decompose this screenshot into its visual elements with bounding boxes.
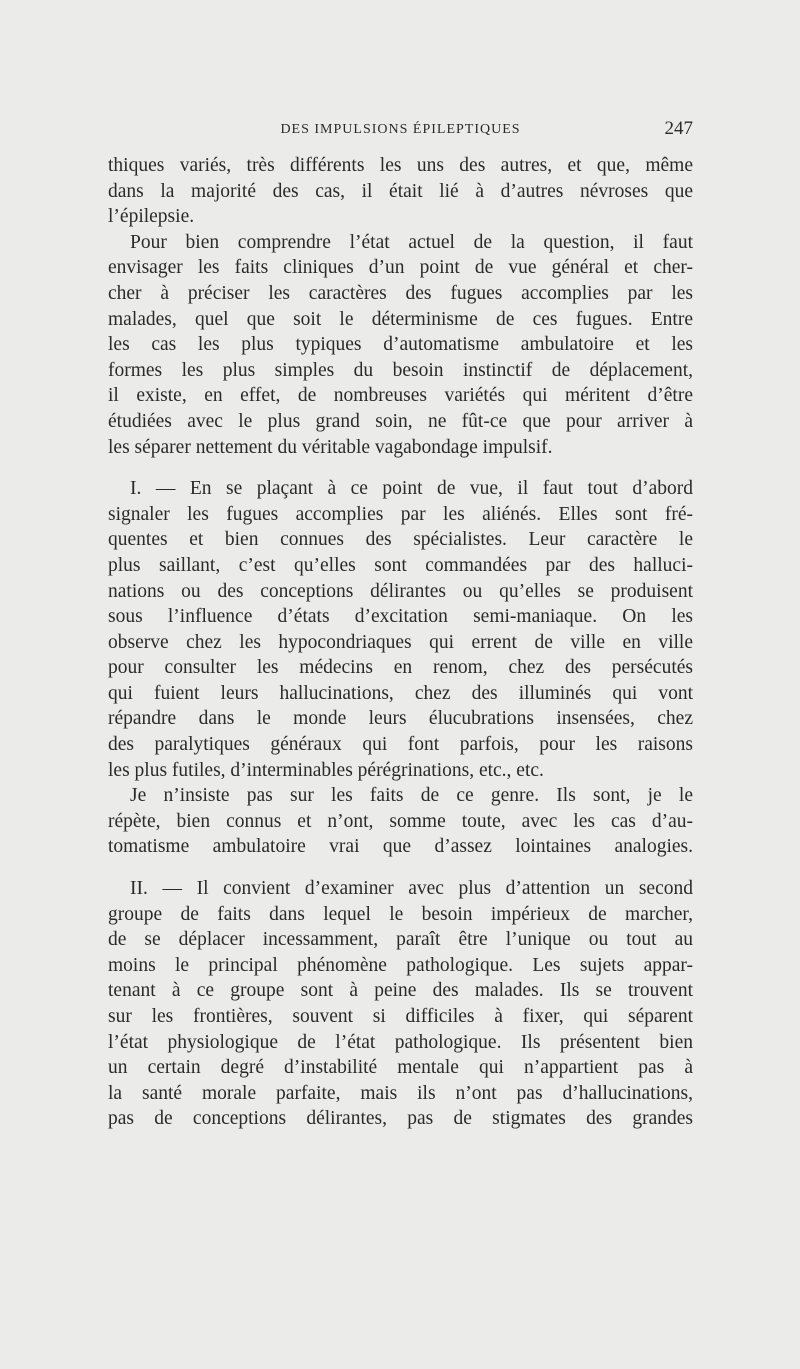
text-line: l’état physiologique de l’état pathologique. Ils présentent bien (108, 1031, 693, 1053)
text-line: quentes et bien connues des spécialistes. Leur caractère le (108, 529, 693, 551)
text-line: les cas les plus typiques d’automatisme ambulatoire et les (108, 334, 693, 356)
text-line: Je n’insiste pas sur les faits de ce genre. Ils sont, je le (130, 785, 693, 807)
text-line: répète, bien connus et n’ont, somme toute, avec les cas d’au- (108, 810, 693, 832)
text-line: les plus futiles, d’interminables pérégrinations, etc., etc. (108, 759, 544, 781)
text-section (108, 153, 693, 460)
text-section (108, 476, 693, 860)
text-line: pas de conceptions délirantes, pas de stigmates des grandes (108, 1108, 693, 1130)
text-line: thiques variés, très différents les uns des autres, et que, même (108, 155, 693, 176)
text-line: signaler les fugues accomplies par les aliénés. Elles sont fré- (108, 503, 693, 525)
text-line: plus saillant, c’est qu’elles sont commandées par des halluci- (108, 554, 693, 576)
text-line: observe chez les hypocondriaques qui errent de ville en ville (108, 631, 693, 653)
text-line: nations ou des conceptions délirantes ou qu’elles se produisent (108, 580, 693, 602)
page-number: 247 (664, 118, 693, 139)
text-line: sur les frontières, souvent si difficiles à fixer, qui séparent (108, 1006, 693, 1027)
text-line: l’épilepsie. (108, 206, 195, 228)
text-line: qui fuient leurs hallucinations, chez des illuminés qui vont (108, 682, 693, 704)
text-line: cher à préciser les caractères des fugues accomplies par les (108, 282, 693, 304)
text-line: sous l’influence d’états d’excitation semi-maniaque. On les (108, 606, 693, 628)
text-line: tomatisme ambulatoire vrai que d’assez lointaines analogies. (108, 836, 693, 858)
text-line: répandre dans le monde leurs élucubrations insensées, chez (108, 708, 693, 730)
text-line: formes les plus simples du besoin instinctif de déplacement, (108, 359, 693, 381)
text-line: moins le principal phénomène pathologique. Les sujets appar- (108, 954, 693, 976)
text-line: la santé morale parfaite, mais ils n’ont pas d’hallucinations, (108, 1082, 693, 1104)
running-title: DES IMPULSIONS ÉPILEPTIQUES (280, 122, 521, 137)
page-body (108, 153, 693, 1148)
text-line: II. — Il convient d’examiner avec plus d’attention un second (130, 878, 693, 900)
text-line: groupe de faits dans lequel le besoin impérieux de marcher, (108, 903, 693, 925)
text-line: de se déplacer incessamment, paraît être l’unique ou tout au (108, 929, 693, 951)
text-line: pour consulter les médecins en renom, chez des persécutés (108, 657, 693, 679)
text-line: malades, quel que soit le déterminisme de ces fugues. Entre (108, 308, 693, 330)
text-line: étudiées avec le plus grand soin, ne fût-ce que pour arriver à (108, 410, 693, 432)
text-line: tenant à ce groupe sont à peine des malades. Ils se trouvent (108, 980, 693, 1002)
text-section (108, 876, 693, 1132)
text-line: I. — En se plaçant à ce point de vue, il faut tout d’abord (130, 478, 693, 500)
text-line: les séparer nettement du véritable vagabondage impulsif. (108, 436, 553, 458)
text-line: dans la majorité des cas, il était lié à d’autres névroses que (108, 180, 693, 202)
text-line: un certain degré d’instabilité mentale qui n’appartient pas à (108, 1057, 693, 1079)
text-line: Pour bien comprendre l’état actuel de la question, il faut (130, 231, 693, 253)
text-line: il existe, en effet, de nombreuses variétés qui méritent d’être (108, 385, 693, 407)
text-line: envisager les faits cliniques d’un point de vue général et cher- (108, 257, 693, 279)
page-header (108, 118, 693, 142)
text-line: des paralytiques généraux qui font parfois, pour les raisons (108, 734, 693, 756)
